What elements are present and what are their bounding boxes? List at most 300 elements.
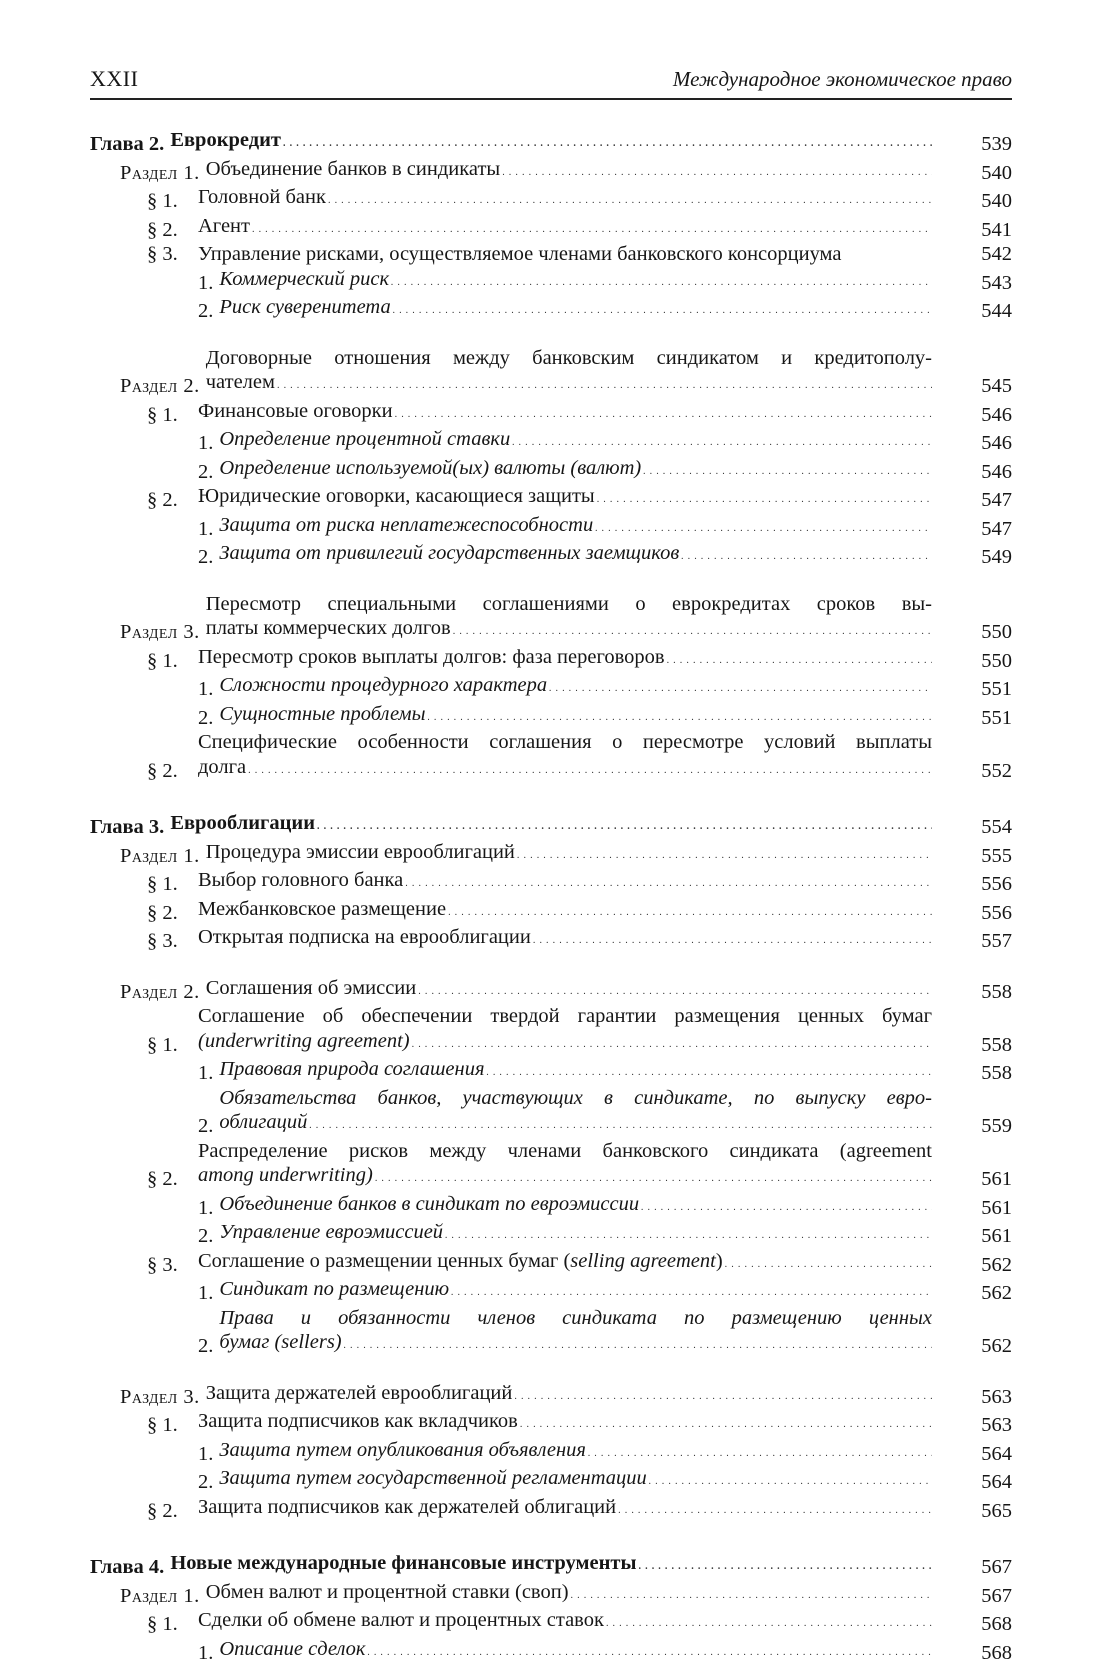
toc-entry-body <box>120 976 932 1005</box>
toc-entry-title-text: Защита от привилегий государственных заемщиков <box>219 541 679 566</box>
toc-entry-title <box>219 267 932 296</box>
toc-page-number: 562 <box>932 1334 1012 1359</box>
toc-entry-body <box>90 128 932 157</box>
dot-leader <box>277 370 932 399</box>
dot-leader <box>643 456 932 485</box>
dot-leader <box>448 897 932 926</box>
toc-entry-line <box>206 1580 932 1609</box>
toc-entry-body <box>198 541 932 570</box>
dot-leader <box>667 645 932 674</box>
toc-entry-title-text: Сложности процедурного характера <box>219 673 547 698</box>
toc-entry-label: § 1. <box>147 403 198 428</box>
dot-leader <box>317 811 932 840</box>
toc-page-number: 550 <box>932 620 1012 645</box>
toc-entry-title <box>219 456 932 485</box>
dot-leader <box>595 513 932 542</box>
toc-entry-body <box>120 1580 932 1609</box>
toc-entry-sub <box>90 1086 1012 1139</box>
toc-page-number: 551 <box>932 706 1012 731</box>
toc-entry-title-cont: чателем <box>206 370 275 395</box>
toc-entry-continuation <box>206 616 932 645</box>
toc-entry-line <box>198 925 932 954</box>
dot-leader <box>571 1580 932 1609</box>
toc-entry-line <box>219 541 932 570</box>
toc-entry-label: 2. <box>198 545 213 570</box>
toc-entry-title <box>206 976 932 1005</box>
toc-entry-body <box>147 484 932 513</box>
toc-spacer <box>90 324 1012 346</box>
dot-leader <box>252 214 932 243</box>
toc-entry-para <box>90 399 1012 428</box>
toc-page-number: 558 <box>932 980 1012 1005</box>
toc-entry-title <box>206 1381 932 1410</box>
toc-entry-title-line: Договорные отношения между банковским синдикатом и кредитополу- <box>206 346 932 371</box>
toc-entry-body <box>120 1381 932 1410</box>
toc-entry-title <box>198 1495 932 1524</box>
toc-entry-label: 1. <box>198 1641 213 1665</box>
toc-page-number: 559 <box>932 1114 1012 1139</box>
toc-entry-label: 2. <box>198 1470 213 1495</box>
toc-entry-title-cont: долга <box>198 755 246 780</box>
toc-entry-title <box>219 673 932 702</box>
toc-entry-title <box>219 427 932 456</box>
toc-entry-para <box>90 897 1012 926</box>
toc-entry-title <box>219 541 932 570</box>
toc-entry-body <box>147 925 932 954</box>
toc-entry-label: 2. <box>198 706 213 731</box>
toc-entry-title <box>206 157 932 186</box>
dot-leader <box>445 1220 932 1249</box>
dot-leader <box>502 157 932 186</box>
toc-entry-body <box>147 185 932 214</box>
toc-entry-title-text: Новые международные финансовые инструменты <box>170 1551 636 1576</box>
toc-entry-body <box>147 1004 932 1057</box>
toc-entry-line <box>198 1495 932 1524</box>
toc-entry-title-text: Коммерческий риск <box>219 267 389 292</box>
toc-page-number: 567 <box>932 1555 1012 1580</box>
toc-entry-line <box>219 1220 932 1249</box>
toc-entry-para <box>90 214 1012 243</box>
toc-entry-label: § 2. <box>147 1167 198 1192</box>
dot-leader <box>514 1381 932 1410</box>
toc-page-number: 564 <box>932 1470 1012 1495</box>
toc-entry-title <box>219 1086 932 1139</box>
toc-entry-sub <box>90 1277 1012 1306</box>
toc-entry-title <box>198 925 932 954</box>
toc-entry-title-text: Защита путем опубликования объявления <box>219 1438 586 1463</box>
toc-entry-line <box>219 267 932 296</box>
toc-page-number: 550 <box>932 649 1012 674</box>
dot-leader <box>597 484 932 513</box>
toc-entry-label: 1. <box>198 517 213 542</box>
toc-entry-title-text: Синдикат по размещению <box>219 1277 449 1302</box>
toc-page-number: 545 <box>932 374 1012 399</box>
toc-entry-line <box>206 157 932 186</box>
toc-entry-body <box>120 346 932 399</box>
toc-entry-label: § 1. <box>147 1033 198 1058</box>
toc-page-number: 549 <box>932 545 1012 570</box>
toc-page-number: 564 <box>932 1442 1012 1467</box>
toc-page-number: 561 <box>932 1224 1012 1249</box>
toc-entry-title-text: Сущностные проблемы <box>219 702 425 727</box>
toc-entry-title <box>198 1139 932 1192</box>
toc-entry-label: Раздел 2. <box>120 374 200 399</box>
toc-entry-label: Глава 3. <box>90 815 164 840</box>
toc-entry-title <box>198 1608 932 1637</box>
toc-entry-title-text: Еврооблигации <box>170 811 315 836</box>
toc-entry-continuation <box>219 1110 932 1139</box>
toc-page-number: 568 <box>932 1641 1012 1665</box>
dot-leader <box>412 1029 932 1058</box>
toc-entry-label: § 3. <box>147 929 198 954</box>
toc-entry-label: 2. <box>198 460 213 485</box>
toc-entry-title-text: Определение используемой(ых) валюты (валют) <box>219 456 641 481</box>
dot-leader <box>391 267 932 296</box>
toc-entry-line <box>219 1637 932 1665</box>
dot-leader <box>248 755 932 784</box>
toc-entry-label: § 1. <box>147 872 198 897</box>
toc-entry-title-text: Защита подписчиков как держателей облигаций <box>198 1495 616 1520</box>
toc-entry-line <box>170 128 932 157</box>
toc-entry-razdel <box>90 346 1012 399</box>
toc-entry-body <box>147 897 932 926</box>
toc-entry-label: § 1. <box>147 1612 198 1637</box>
toc-entry-title <box>206 346 932 399</box>
toc-entry-para <box>90 1139 1012 1192</box>
toc-entry-razdel <box>90 592 1012 645</box>
toc-entry-para <box>90 925 1012 954</box>
toc-entry-title <box>219 1220 932 1249</box>
toc-entry-body <box>198 513 932 542</box>
toc-entry-label: 2. <box>198 1224 213 1249</box>
toc-entry-title <box>206 840 932 869</box>
toc-entry-title <box>198 484 932 513</box>
toc-entry-label: 1. <box>198 271 213 296</box>
dot-leader <box>533 925 932 954</box>
toc-page-number: 552 <box>932 759 1012 784</box>
toc-entry-line <box>198 897 932 926</box>
toc-entry-line <box>219 673 932 702</box>
toc-entry-title <box>198 645 932 674</box>
toc-entry-line <box>198 1409 932 1438</box>
toc-entry-title <box>198 1249 932 1278</box>
toc-page-number: 539 <box>932 132 1012 157</box>
toc-page-number: 561 <box>932 1196 1012 1221</box>
toc-entry-sub <box>90 456 1012 485</box>
toc-spacer <box>90 1359 1012 1381</box>
toc-page-number: 543 <box>932 271 1012 296</box>
toc-entry-title-line: Пересмотр специальными соглашениями о еврокредитах сроков вы- <box>206 592 932 617</box>
toc-page-number: 561 <box>932 1167 1012 1192</box>
toc-entry-label: § 2. <box>147 218 198 243</box>
toc-entry-line <box>219 1277 932 1306</box>
toc-entry-title-cont: among underwriting) <box>198 1163 373 1188</box>
toc-entry-razdel <box>90 1381 1012 1410</box>
toc-entry-title <box>198 868 932 897</box>
toc-entry-sub <box>90 427 1012 456</box>
toc-entry-body <box>147 868 932 897</box>
toc-entry-title-text: Агент <box>198 214 250 239</box>
toc-page-number: 547 <box>932 517 1012 542</box>
toc-entry-body <box>90 1551 932 1580</box>
dot-leader <box>520 1409 932 1438</box>
toc-entry-body <box>90 811 932 840</box>
toc-entry-line <box>219 1466 932 1495</box>
toc-page-number: 541 <box>932 218 1012 243</box>
toc-entry-sub <box>90 541 1012 570</box>
toc-entry-title-cont: облигаций <box>219 1110 307 1135</box>
toc-entry-line <box>219 1057 932 1086</box>
toc-entry-razdel <box>90 157 1012 186</box>
toc-entry-title-line: Соглашение об обеспечении твердой гарантии размещения ценных бумаг <box>198 1004 932 1029</box>
toc-page-number: 542 <box>932 242 1012 267</box>
toc-entry-body <box>198 1306 932 1359</box>
toc-entry-title-text: Сделки об обмене валют и процентных ставок <box>198 1608 604 1633</box>
toc-entry-title-text: Соглашение о размещении ценных бумаг (selling agreement) <box>198 1249 723 1274</box>
toc-entry-body <box>198 295 932 324</box>
toc-entry-title-text: Объединение банков в синдикаты <box>206 157 500 182</box>
toc-entry-title-line: Распределение рисков между членами банковского синдиката (agreement <box>198 1139 932 1164</box>
toc-entry-title-text: Головной банк <box>198 185 326 210</box>
toc-entry-title-text: Описание сделок <box>219 1637 365 1662</box>
toc-page-number: 557 <box>932 929 1012 954</box>
toc-entry-title-text: Управление рисками, осуществляемое членами банковского консорциума <box>198 242 842 267</box>
toc-entry-para <box>90 484 1012 513</box>
toc-page-number: 562 <box>932 1253 1012 1278</box>
toc-entry-continuation <box>198 755 932 784</box>
toc-entry-label: § 3. <box>147 242 198 267</box>
toc-entry-body <box>198 1220 932 1249</box>
toc-entry-body <box>198 1277 932 1306</box>
toc-spacer <box>90 1523 1012 1537</box>
running-title: Международное экономическое право <box>673 67 1012 92</box>
toc-entry-body <box>198 1192 932 1221</box>
toc-entry-razdel <box>90 1580 1012 1609</box>
toc-entry-title <box>219 1306 932 1359</box>
toc-entry-title <box>219 1277 932 1306</box>
dot-leader <box>451 1277 932 1306</box>
toc-entry-title-text: Финансовые оговорки <box>198 399 393 424</box>
toc-page-number: 562 <box>932 1281 1012 1306</box>
toc-entry-para <box>90 185 1012 214</box>
toc-entry-title <box>198 214 932 243</box>
toc-entry-line <box>198 242 932 267</box>
toc-entry-line <box>198 214 932 243</box>
toc-entry-line <box>170 1551 932 1580</box>
toc-entry-title-text: Юридические оговорки, касающиеся защиты <box>198 484 595 509</box>
toc-entry-title <box>198 1004 932 1057</box>
toc-entry-body <box>147 1249 932 1278</box>
toc-entry-sub <box>90 1306 1012 1359</box>
toc-entry-title <box>198 185 932 214</box>
toc-entry-title <box>170 1551 932 1580</box>
toc-entry-title-text: Еврокредит <box>170 128 281 153</box>
toc-entry-label: 2. <box>198 299 213 324</box>
toc-entry-sub <box>90 295 1012 324</box>
toc-entry-label: Раздел 1. <box>120 1584 200 1609</box>
toc-page-number: 546 <box>932 460 1012 485</box>
toc-entry-para <box>90 645 1012 674</box>
toc-entry-title-text: Объединение банков в синдикат по евроэмиссии <box>219 1192 639 1217</box>
toc-entry-sub <box>90 1438 1012 1467</box>
dot-leader <box>649 1466 932 1495</box>
toc-page-number: 567 <box>932 1584 1012 1609</box>
toc-entry-title-text: Защита от риска неплатежеспособности <box>219 513 593 538</box>
toc-entry-line <box>198 868 932 897</box>
toc-page-number: 551 <box>932 677 1012 702</box>
dot-leader <box>309 1110 932 1139</box>
dot-leader <box>395 399 932 428</box>
toc-entry-label: 1. <box>198 1061 213 1086</box>
toc-entry-body <box>147 1608 932 1637</box>
toc-entry-label: Раздел 3. <box>120 620 200 645</box>
toc-entry-sub <box>90 513 1012 542</box>
toc-entry-label: Глава 4. <box>90 1555 164 1580</box>
toc-entry-title-text: Защита держателей еврооблигаций <box>206 1381 513 1406</box>
dot-leader <box>549 673 932 702</box>
dot-leader <box>639 1551 933 1580</box>
toc-entry-line <box>219 295 932 324</box>
toc-entry-title-text: Процедура эмиссии еврооблигаций <box>206 840 515 865</box>
toc-entry-title-text: Пересмотр сроков выплаты долгов: фаза переговоров <box>198 645 665 670</box>
toc-entry-label: Раздел 1. <box>120 844 200 869</box>
toc-entry-title <box>198 242 932 267</box>
dot-leader <box>393 295 932 324</box>
toc-entry-line <box>219 1438 932 1467</box>
toc-page-number: 540 <box>932 161 1012 186</box>
toc-entry-sub <box>90 267 1012 296</box>
toc-entry-body <box>147 1139 932 1192</box>
toc-entry-sub <box>90 1637 1012 1665</box>
toc-entry-para <box>90 868 1012 897</box>
toc-entry-title <box>219 1466 932 1495</box>
toc-entry-sub <box>90 1466 1012 1495</box>
toc-entry-label: 2. <box>198 1334 213 1359</box>
toc-entry-body <box>147 1409 932 1438</box>
toc-entry-line <box>198 484 932 513</box>
toc-page-number: 565 <box>932 1499 1012 1524</box>
toc-entry-title-text: Защита путем государственной регламентации <box>219 1466 646 1491</box>
toc-entry-continuation <box>198 1029 932 1058</box>
toc-entry-title <box>198 1409 932 1438</box>
toc-entry-body <box>147 242 932 267</box>
toc-entry-body <box>198 1086 932 1139</box>
toc-entry-title <box>198 730 932 783</box>
dot-leader <box>588 1438 932 1467</box>
toc-entry-line <box>206 840 932 869</box>
toc-entry-title <box>219 1438 932 1467</box>
toc-entry-continuation <box>198 1163 932 1192</box>
toc-page-number: 556 <box>932 901 1012 926</box>
toc-entry-body <box>120 157 932 186</box>
toc-entry-line <box>219 702 932 731</box>
toc-entry-label: § 2. <box>147 901 198 926</box>
dot-leader <box>405 868 932 897</box>
toc-entry-para <box>90 242 1012 267</box>
toc-entry-line <box>219 513 932 542</box>
dot-leader <box>367 1637 932 1665</box>
toc-page-number: 558 <box>932 1061 1012 1086</box>
toc-entry-title <box>219 295 932 324</box>
dot-leader <box>517 840 932 869</box>
toc-entry-label: Глава 2. <box>90 132 164 157</box>
toc-page-number: 556 <box>932 872 1012 897</box>
toc-entry-line <box>206 1381 932 1410</box>
toc-entry-body <box>198 456 932 485</box>
toc-entry-title-text: Правовая природа соглашения <box>219 1057 484 1082</box>
toc-spacer <box>90 570 1012 592</box>
toc-entry-razdel <box>90 840 1012 869</box>
toc-entry-sub <box>90 1220 1012 1249</box>
toc-page-number: 555 <box>932 844 1012 869</box>
toc-page-number: 558 <box>932 1033 1012 1058</box>
dot-leader <box>375 1163 932 1192</box>
toc-entry-line <box>198 185 932 214</box>
toc-entry-para <box>90 1608 1012 1637</box>
dot-leader <box>283 128 932 157</box>
toc-page-number: 563 <box>932 1385 1012 1410</box>
toc-entry-chapter <box>90 128 1012 157</box>
toc-entry-line <box>170 811 932 840</box>
toc-entry-body <box>147 214 932 243</box>
toc-spacer <box>90 783 1012 797</box>
toc-entry-label: 1. <box>198 677 213 702</box>
toc-entry-label: § 1. <box>147 189 198 214</box>
toc-entry-para <box>90 1004 1012 1057</box>
toc-entry-title-text: Межбанковское размещение <box>198 897 446 922</box>
dot-leader <box>428 702 932 731</box>
toc-entry-title-text: Защита подписчиков как вкладчиков <box>198 1409 518 1434</box>
toc-entry-line <box>219 1192 932 1221</box>
toc-entry-title-text: Открытая подписка на еврооблигации <box>198 925 531 950</box>
toc-entry-title <box>219 513 932 542</box>
dot-leader <box>681 541 932 570</box>
toc-entry-body <box>120 840 932 869</box>
toc-entry-body <box>147 399 932 428</box>
toc-entry-chapter <box>90 1551 1012 1580</box>
toc-entry-title-line: Специфические особенности соглашения о пересмотре условий выплаты <box>198 730 932 755</box>
toc-entry-title-cont: (underwriting agreement) <box>198 1029 410 1054</box>
toc-entry-title <box>198 399 932 428</box>
dot-leader <box>618 1495 932 1524</box>
toc-entry-title-line: Права и обязанности членов синдиката по размещению ценных <box>219 1306 932 1331</box>
toc-page-number: 568 <box>932 1612 1012 1637</box>
toc-entry-para <box>90 1495 1012 1524</box>
toc-entry-title <box>170 811 932 840</box>
toc-entry-title <box>198 897 932 926</box>
toc-entry-label: § 3. <box>147 1253 198 1278</box>
toc-entry-sub <box>90 1192 1012 1221</box>
toc-entry-continuation <box>219 1330 932 1359</box>
toc-entry-title <box>206 592 932 645</box>
toc-entry-title-cont: бумаг (sellers) <box>219 1330 341 1355</box>
dot-leader <box>606 1608 932 1637</box>
toc-entry-title <box>206 1580 932 1609</box>
toc-entry-body <box>198 1637 932 1665</box>
dot-leader <box>725 1249 932 1278</box>
toc-entry-title-text: Соглашения об эмиссии <box>206 976 417 1001</box>
toc-entry-label: Раздел 2. <box>120 980 200 1005</box>
toc-entry-sub <box>90 1057 1012 1086</box>
toc-entry-body <box>198 1438 932 1467</box>
toc-entry-body <box>147 1495 932 1524</box>
toc-entry-body <box>147 730 932 783</box>
toc-entry-body <box>147 645 932 674</box>
toc-entry-para <box>90 730 1012 783</box>
toc-entry-line <box>219 427 932 456</box>
toc-entry-title-text: Риск суверенитета <box>219 295 390 320</box>
toc-entry-title-text: Выбор головного банка <box>198 868 403 893</box>
